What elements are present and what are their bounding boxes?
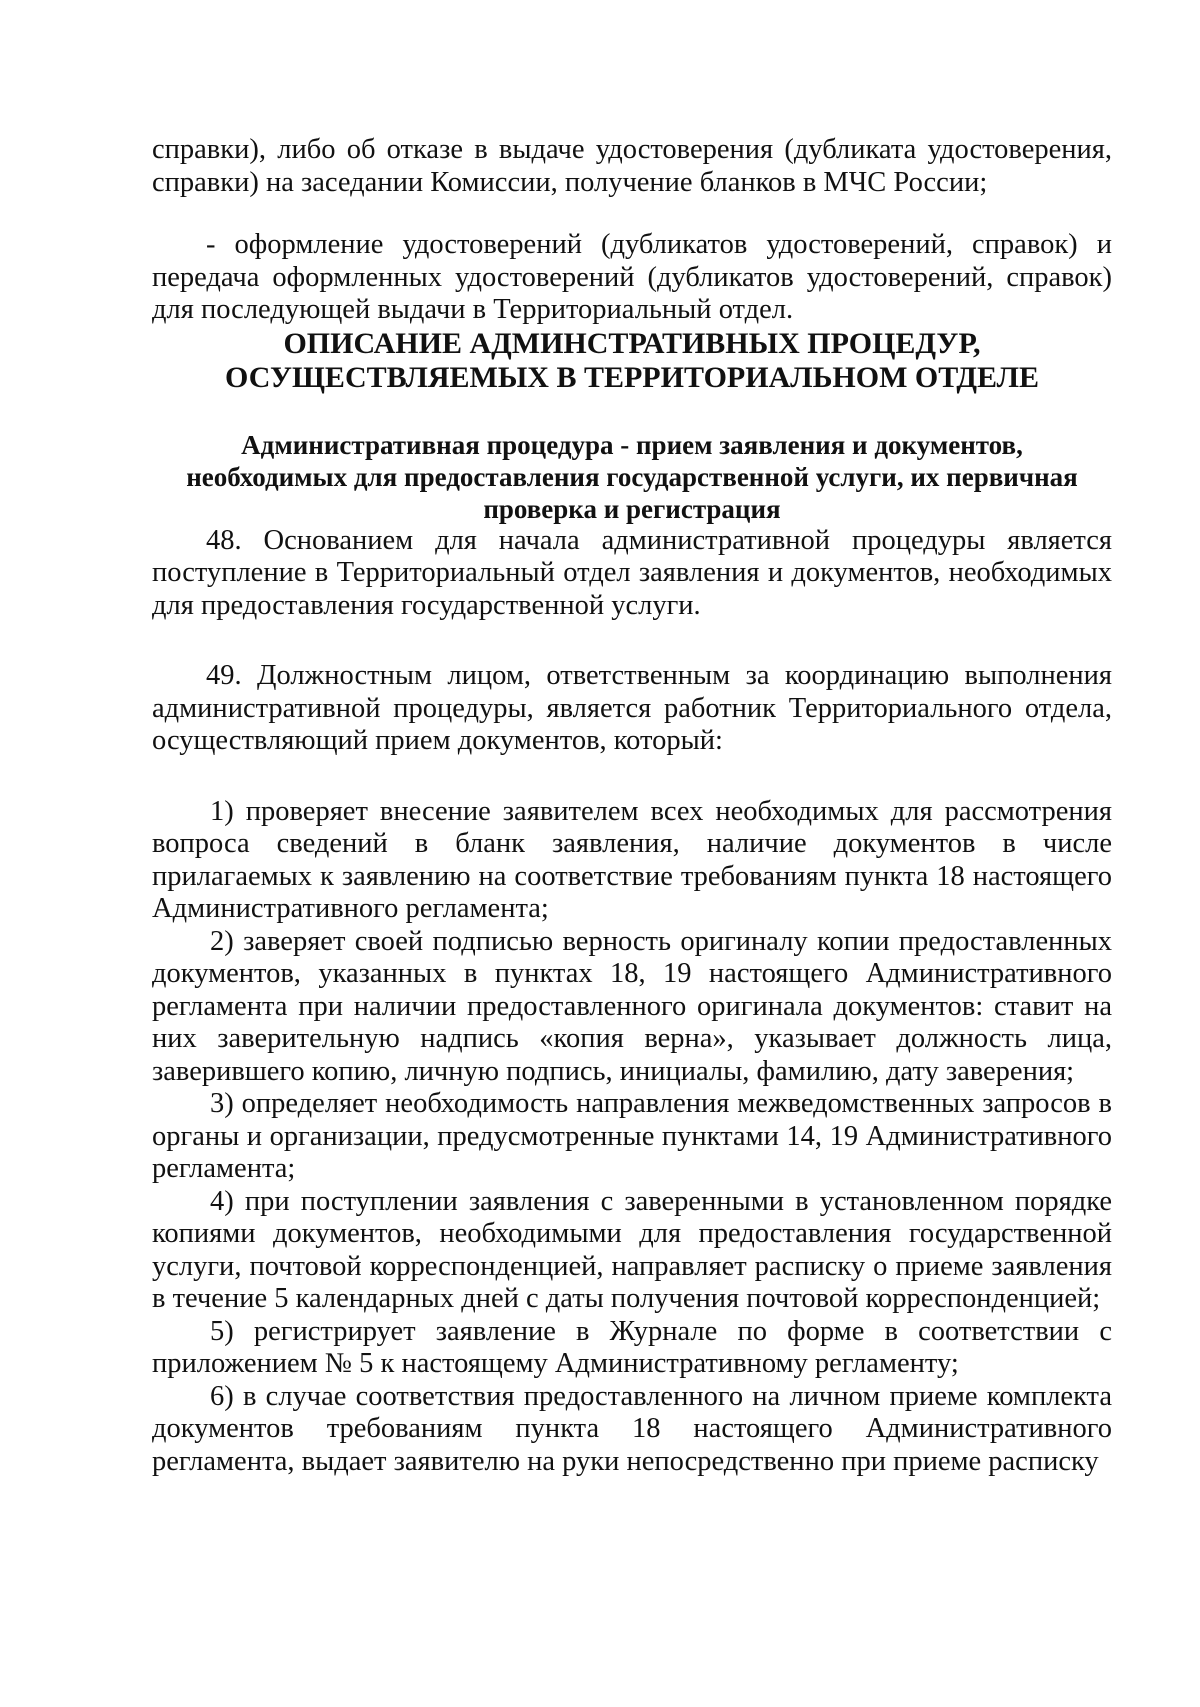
list-item-5: 5) регистрирует заявление в Журнале по форме в соответствии с приложением № 5 к настоящему Административному регламенту;: [152, 1315, 1112, 1379]
section-title-line-1: ОПИСАНИЕ АДМИНСТРАТИВНЫХ ПРОЦЕДУР,: [283, 326, 981, 360]
subsection-title-line-2: необходимых для предоставления государственной услуги, их первичная: [186, 461, 1078, 492]
section-title-line-2: ОСУЩЕСТВЛЯЕМЫХ В ТЕРРИТОРИАЛЬНОМ ОТДЕЛЕ: [225, 360, 1039, 394]
subsection-title-line-3: проверка и регистрация: [483, 493, 781, 524]
clause-49: 49. Должностным лицом, ответственным за координацию выполнения административной процедуры, является работник Территориального отдела, осуществляющий прием документов, который:: [152, 660, 1112, 756]
list-item-3: 3) определяет необходимость направления межведомственных запросов в органы и организации, предусмотренные пунктами 14, 19 Административного регламента;: [152, 1088, 1112, 1184]
subsection-title: [152, 429, 1112, 525]
paragraph-dash-item: - оформление удостоверений (дубликатов удостоверений, справок) и передача оформленных удостоверений (дубликатов удостоверений, справок) для последующей выдачи в Территориальный отдел.: [152, 229, 1112, 325]
section-title: [152, 327, 1112, 395]
subsection-title-line-1: Административная процедура - прием заявления и документов,: [241, 429, 1023, 460]
list-item-6: 6) в случае соответствия предоставленного на личном приеме комплекта документов требованиям пункта 18 настоящего Административного регламента, выдает заявителю на руки непосредственно при приеме расписку: [152, 1380, 1112, 1477]
list-item-1: 1) проверяет внесение заявителем всех необходимых для рассмотрения вопроса сведений в бланк заявления, наличие документов в числе прилагаемых к заявлению на соответствие требованиям пункта 18 настоящего Административного регламента;: [152, 795, 1112, 924]
paragraph-continuation: справки), либо об отказе в выдаче удостоверения (дубликата удостоверения, справки) на заседании Комиссии, получение бланков в МЧС России;: [152, 134, 1112, 198]
clause-48: 48. Основанием для начала административной процедуры является поступление в Территориальный отдел заявления и документов, необходимых для предоставления государственной услуги.: [152, 524, 1112, 621]
list-item-2: 2) заверяет своей подписью верность оригиналу копии предоставленных документов, указанных в пунктах 18, 19 настоящего Административного регламента при наличии предоставленного оригинала документов: ставит на них заверительную надпись «копия верна», указывает должность лица, заверившего копию, личную подпись, инициалы, фамилию, дату заверения;: [152, 925, 1112, 1087]
list-item-4: 4) при поступлении заявления с заверенными в установленном порядке копиями документов, необходимыми для предоставления государственной услуги, почтовой корреспонденцией, направляет расписку о приеме заявления в течение 5 календарных дней с даты получения почтовой корреспонденцией;: [152, 1185, 1112, 1314]
